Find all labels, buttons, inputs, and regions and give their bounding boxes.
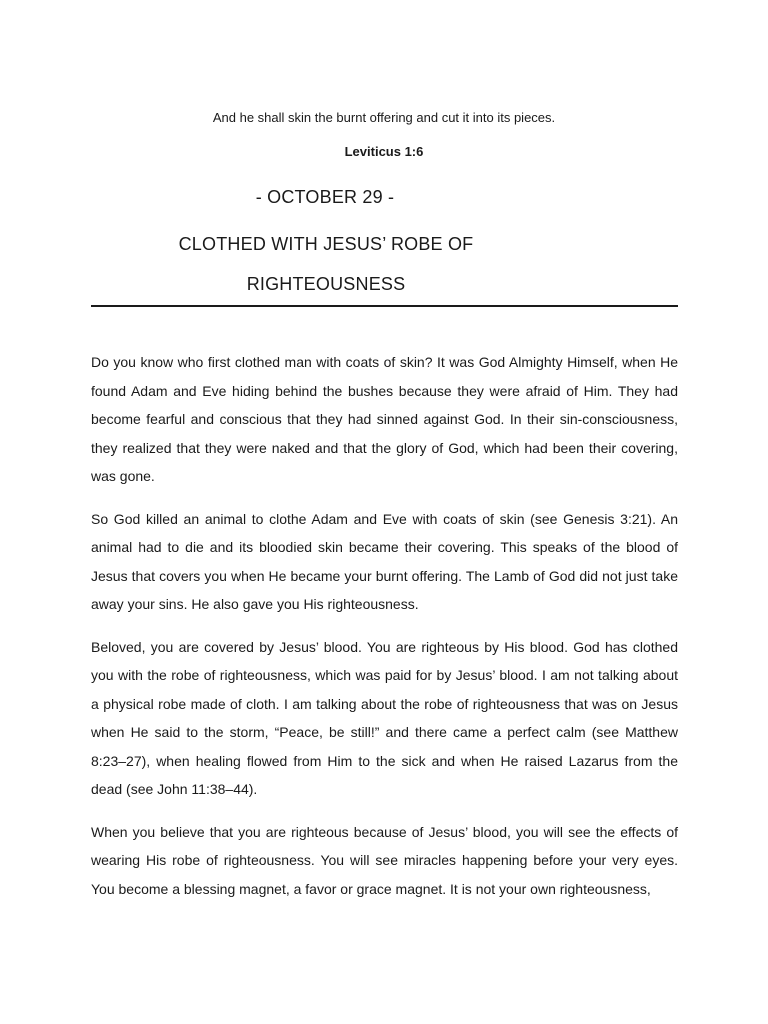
title-divider <box>91 305 678 307</box>
title-line-1: CLOTHED WITH JESUS’ ROBE OF <box>178 234 474 254</box>
devotional-body <box>91 348 678 917</box>
body-paragraph-3: Beloved, you are covered by Jesus’ blood. You are righteous by His blood. God has clothed you with the robe of righteousness, which was paid for by Jesus’ blood. I am not talking about a physical robe made of cloth. I am talking about the robe of righteousness that was on Jesus when He said to the storm, “Peace, be still!” and there came a perfect calm (see Matthew 8:23–27), when healing flowed from Him to the sick and when He raised Lazarus from the dead (see John 11:38–44). <box>91 638 678 797</box>
devotional-title <box>0 224 652 304</box>
body-paragraph-1: Do you know who first clothed man with coats of skin? It was God Almighty Himself, when He found Adam and Eve hiding behind the bushes because they were afraid of Him. They had become fearful and conscious that they had sinned against God. In their sin-consciousness, they realized that they were naked and that the glory of God, which had been their covering, was gone. <box>91 354 678 484</box>
body-paragraph-4: When you believe that you are righteous because of Jesus’ blood, you will see the effects of wearing His robe of righteousness. You will see miracles happening before your very eyes. You become a blessing magnet, a favor or grace magnet. It is not your own righteousness, <box>91 823 678 897</box>
opening-verse: And he shall skin the burnt offering and cut it into its pieces. <box>212 110 556 125</box>
devotional-date: - OCTOBER 29 - <box>255 187 395 207</box>
verse-reference: Leviticus 1:6 <box>344 144 424 159</box>
body-paragraph-2: So God killed an animal to clothe Adam and Eve with coats of skin (see Genesis 3:21). An animal had to die and its bloodied skin became their covering. This speaks of the blood of Jesus that covers you when He became your burnt offering. The Lamb of God did not just take away your sins. He also gave you His righteousness. <box>91 510 678 612</box>
title-line-2: RIGHTEOUSNESS <box>246 274 406 294</box>
